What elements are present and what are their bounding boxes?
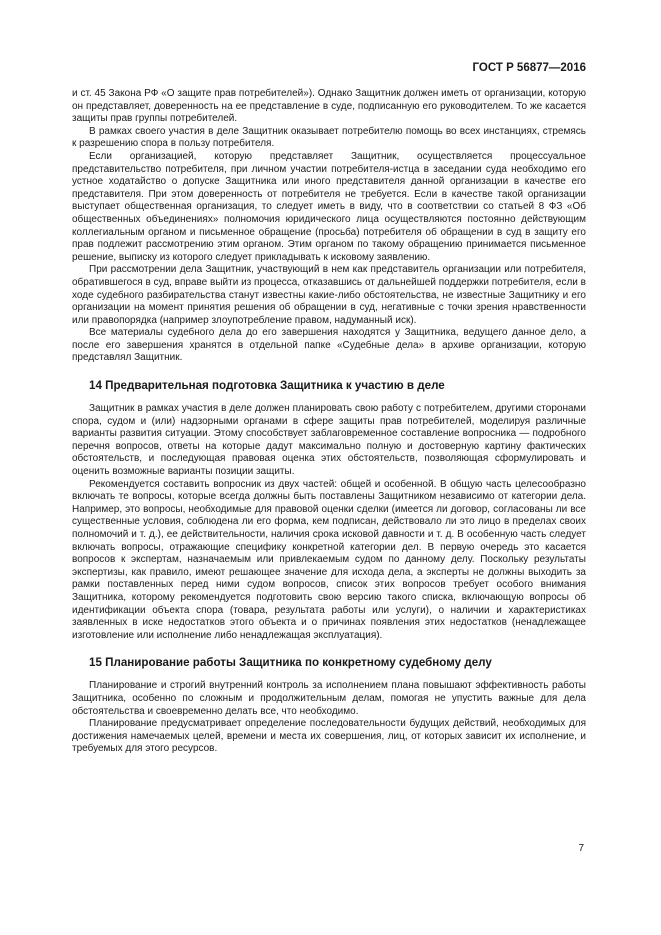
paragraph: Планирование и строгий внутренний контроль за исполнением плана повышают эффективность работы Защитника, особенно по сложным и продолжительным делам, помогая не упустить важные для дела обстоятельства и своевременно делать все, что необходимо. bbox=[72, 680, 586, 717]
paragraph: Если организацией, которую представляет Защитник, осуществляется процессуальное представительство потребителя, при личном участии потребителя-истца в заседании суда необходимо его устное ходатайство о допуске Защитника или иного представителя данной организации в качестве его представителя. При этом доверенность от потребителя не требуется. Если в качестве такой организации выступает общественная организация, то следует иметь в виду, что в соответствии со статьей 8 ФЗ «Об общественных объединениях» полномочия юридического лица осуществляются постоянно действующим коллегиальным органом и письменное обращение (просьба) потребителя об обращении в суд в защиту его прав подлежит рассмотрению этим органом. Этим органом по такому обращению принимается письменное решение, выписку из которого следует прикладывать к исковому заявлению. bbox=[72, 150, 586, 263]
standard-code: ГОСТ Р 56877—2016 bbox=[472, 62, 586, 74]
paragraph: Планирование предусматривает определение последовательности будущих действий, необходимых для достижения намечаемых целей, времени и места их совершения, лиц, от которых зависит их исполнение, и требуемых для этого ресурсов. bbox=[72, 718, 586, 755]
section-14-heading: 14 Предварительная подготовка Защитника к участию в деле bbox=[89, 379, 445, 393]
document-body bbox=[72, 88, 586, 756]
paragraph: и ст. 45 Закона РФ «О защите прав потребителей»). Однако Защитник должен иметь от организации, которую он представляет, доверенность на ее представление в суде, подписанную его руководителем. То же касается защиты прав группы потребителей. bbox=[72, 88, 586, 125]
paragraph: Защитник в рамках участия в деле должен планировать свою работу с потребителем, другими сторонами спора, судом и (или) надзорными органами в сфере защиты прав потребителей, моделируя различные варианты развития ситуации. Этому способствует заблаговременное составление вопросника — подробного перечня вопросов, ответы на которые дадут максимально полную и достоверную картину фактических обстоятельств, и последующая правовая оценка этих обстоятельств, позволяющая сформулировать и оценить возможные варианты позиции защиты. bbox=[72, 403, 586, 478]
paragraph: В рамках своего участия в деле Защитник оказывает потребителю помощь во всех инстанциях, стремясь к разрешению спора в пользу потребителя. bbox=[72, 125, 586, 150]
paragraph: При рассмотрении дела Защитник, участвующий в нем как представитель организации или потребителя, обратившегося в суд, вправе выйти из процесса, отказавшись от дальнейшей поддержки потребителя, если в ходе судебного разбирательства станут известны какие-либо обстоятельства, не известные Защитнику и его организации на момент принятия решения об обращении в суд, негативные с точки зрения нравственности или правопорядка (например злоупотребление правом, надуманный иск). bbox=[72, 264, 586, 326]
paragraph: Все материалы судебного дела до его завершения находятся у Защитника, ведущего данное дело, а после его завершения хранятся в отдельной папке «Судебные дела» в архиве организации, которую представлял Защитник. bbox=[72, 327, 586, 364]
page-number: 7 bbox=[578, 843, 584, 854]
section-15-heading: 15 Планирование работы Защитника по конкретному судебному делу bbox=[89, 656, 492, 670]
paragraph: Рекомендуется составить вопросник из двух частей: общей и особенной. В общую часть целесообразно включать те вопросы, которые всегда должны быть поставлены Защитником независимо от категории дела. Например, это вопросы, необходимые для правовой оценки сделки (имеется ли договор, согласованы ли все существенные условия, соблюдена ли его форма, кем подписан, действовало ли это лицо в пределах своих полномочий и т. д.), ее действительности, наличия срока исковой давности и т. д. В особенную часть следует включать вопросы, отражающие специфику конкретной категории дел. В первую очередь это касается вопросов к экспертам, назначаемым или привлекаемым судом по данному делу. Поскольку результаты экспертизы, как правило, имеют решающее значение для исхода дела, а эксперты не должны выходить за рамки поставленных перед ними судом вопросов, список этих вопросов требует особого внимания Защитника, которому рекомендуется подготовить свою версию такого списка, включающую вопросы об идентификации объекта спора (товара, результата работы или услуги), о наличии и характеристиках заявленных в иске недостатков этого объекта и о причинах появления этих недостатков (ненадлежащее изготовление или исполнение либо ненадлежащая эксплуатация). bbox=[72, 478, 586, 641]
